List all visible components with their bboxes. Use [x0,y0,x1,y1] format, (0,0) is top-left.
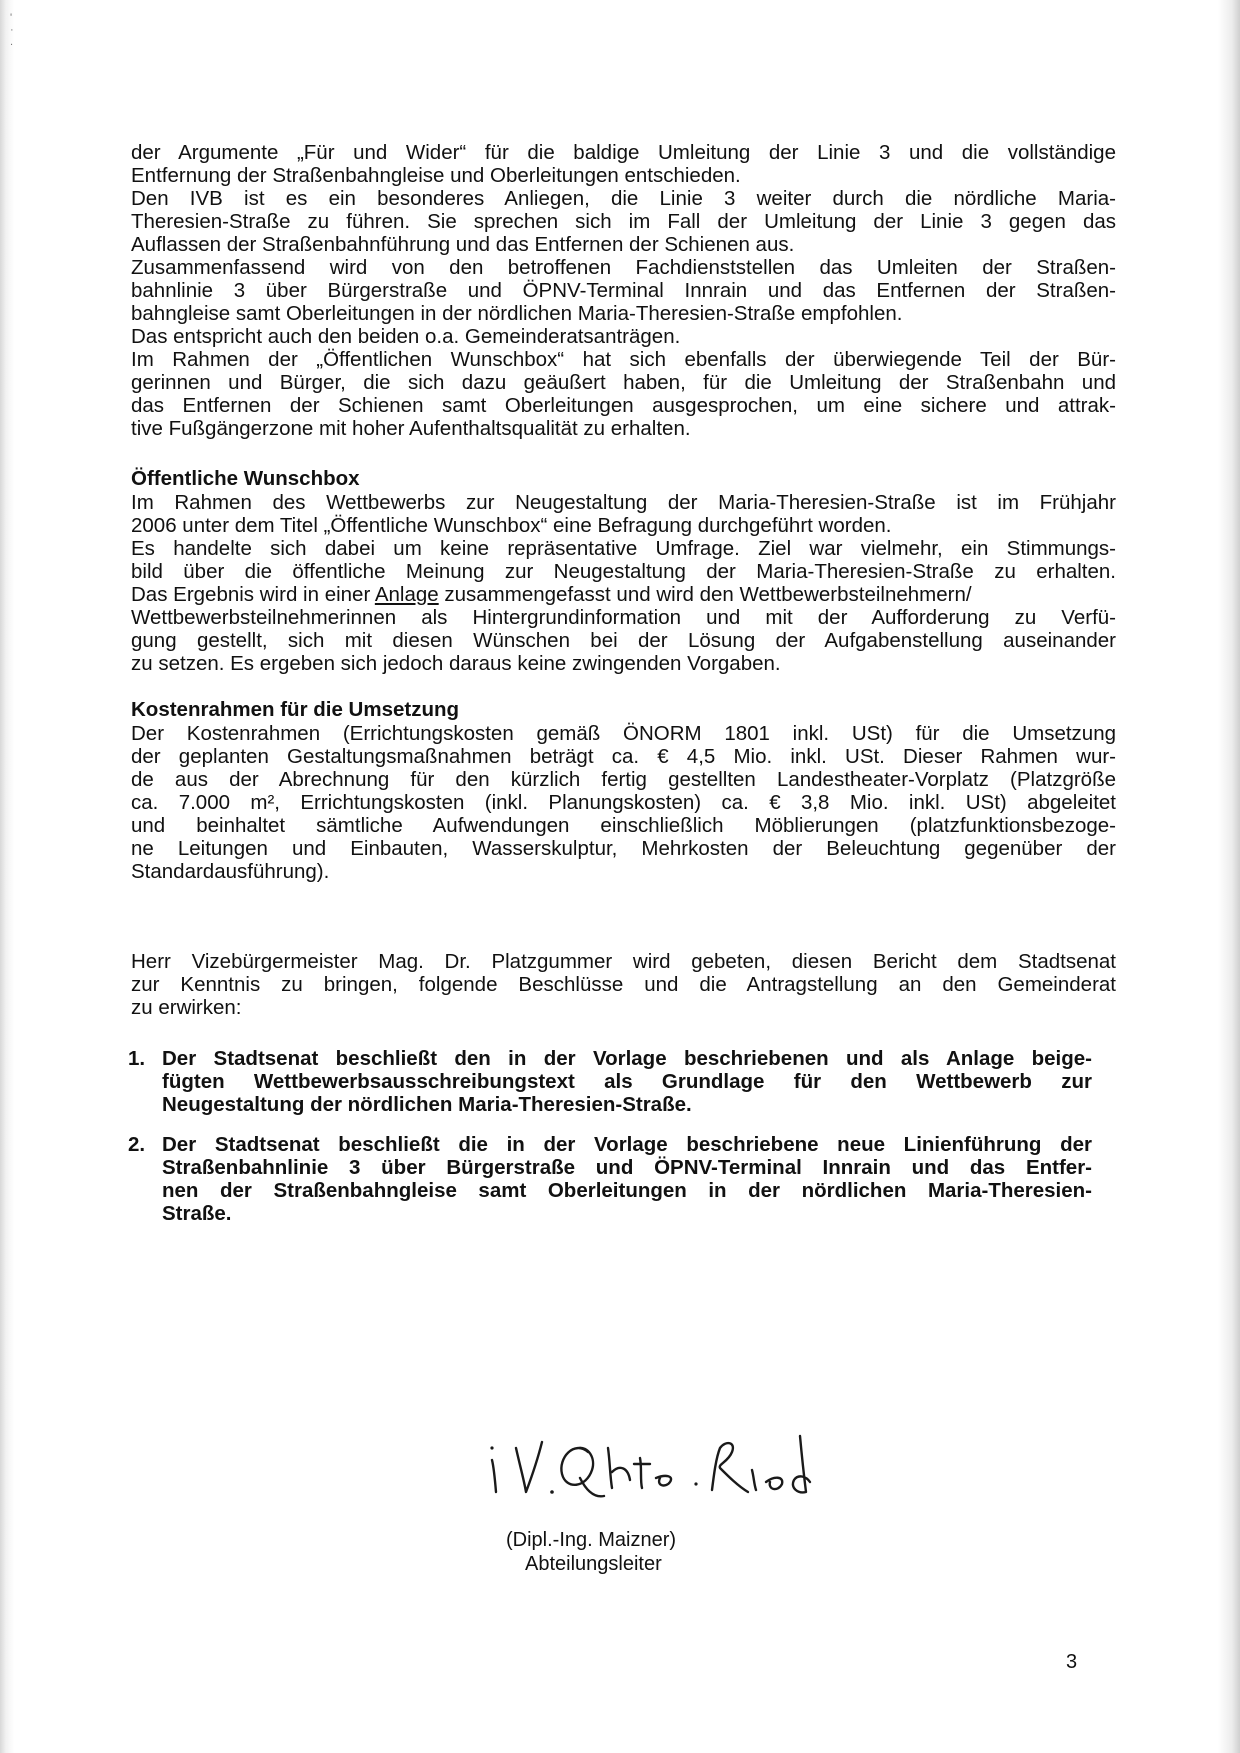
text-line: zu setzen. Es ergeben sich jedoch daraus keine zwingenden Vorgaben. [131,652,781,675]
signatory-name: (Dipl.-Ing. Maizner) [506,1529,677,1551]
text-line: ca. 7.000 m², Errichtungskosten (inkl. Planungskosten) ca. € 3,8 Mio. inkl. USt) abgeleitet [131,791,1116,814]
signatory-title: Abteilungsleiter [525,1553,662,1575]
text-line: und beinhaltet sämtliche Aufwendungen einschließlich Möblierungen (platzfunktionsbezoge- [131,814,1116,837]
text-line: Theresien-Straße zu führen. Sie sprechen sich im Fall der Umleitung der Linie 3 gegen das [131,210,1116,233]
text-line: bahngleise samt Oberleitungen in der nördlichen Maria-Theresien-Straße empfohlen. [131,302,903,325]
resolution-line: Straße. [162,1202,232,1225]
page-number: 3 [1066,1651,1078,1673]
text-line: zur Kenntnis zu bringen, folgende Beschlüsse und die Antragstellung an den Gemeinderat [131,973,1116,996]
scan-edge-right [1218,0,1240,1753]
resolution-line: Straßenbahnlinie 3 über Bürgerstraße und ÖPNV-Terminal Innrain und das Entfer- [162,1156,1092,1179]
text-fragment: Das Ergebnis wird in einer [131,583,375,606]
section-heading-kostenrahmen: Kostenrahmen für die Umsetzung [131,698,460,721]
text-line: Im Rahmen der „Öffentlichen Wunschbox“ hat sich ebenfalls der überwiegende Teil der Bür- [131,348,1116,371]
resolution-line: Der Stadtsenat beschließt den in der Vorlage beschriebenen und als Anlage beige- [162,1047,1092,1070]
handwritten-signature [470,1418,890,1528]
text-line: bild über die öffentliche Meinung zur Neugestaltung der Maria-Theresien-Straße zu erhalten. [131,560,1116,583]
text-line: Auflassen der Straßenbahnführung und das Entfernen der Schienen aus. [131,233,795,256]
text-line: das Entfernen der Schienen samt Oberleitungen ausgesprochen, um eine sichere und attrak- [131,394,1116,417]
text-line: gerinnen und Bürger, die sich dazu geäußert haben, für die Umleitung der Straßenbahn und [131,371,1116,394]
text-line: Entfernung der Straßenbahngleise und Oberleitungen entschieden. [131,164,741,187]
resolution-number: 2. [128,1133,146,1156]
text-line: Im Rahmen des Wettbewerbs zur Neugestaltung der Maria-Theresien-Straße ist im Frühjahr [131,491,1116,514]
text-line: der Argumente „Für und Wider“ für die baldige Umleitung der Linie 3 und die vollständige [131,141,1116,164]
text-line: Herr Vizebürgermeister Mag. Dr. Platzgummer wird gebeten, diesen Bericht dem Stadtsenat [131,950,1116,973]
text-line: tive Fußgängerzone mit hoher Aufenthaltsqualität zu erhalten. [131,417,691,440]
resolution-line: Der Stadtsenat beschließt die in der Vorlage beschriebene neue Linienführung der [162,1133,1092,1156]
text-line: Der Kostenrahmen (Errichtungskosten gemäß ÖNORM 1801 inkl. USt) für die Umsetzung [131,722,1116,745]
text-line: zu erwirken: [131,996,242,1019]
text-line: Es handelte sich dabei um keine repräsentative Umfrage. Ziel war vielmehr, ein Stimmungs- [131,537,1116,560]
scan-edge-left [0,0,14,1753]
anlage-link[interactable]: Anlage [374,583,439,606]
resolution-line: nen der Straßenbahngleise samt Oberleitungen in der nördlichen Maria-Theresien- [162,1179,1092,1202]
text-line: de aus der Abrechnung für den kürzlich fertig gestellten Landestheater-Vorplatz (Platzgröße [131,768,1116,791]
resolution-line: fügten Wettbewerbsausschreibungstext als Grundlage für den Wettbewerb zur [162,1070,1092,1093]
text-line: bahnlinie 3 über Bürgerstraße und ÖPNV-Terminal Innrain und das Entfernen der Straßen- [131,279,1116,302]
text-line: gung gestellt, sich mit diesen Wünschen bei der Lösung der Aufgabenstellung auseinander [131,629,1116,652]
text-line: Wettbewerbsteilnehmerinnen als Hintergrundinformation und mit der Aufforderung zu Verfü- [131,606,1116,629]
resolution-line: Neugestaltung der nördlichen Maria-Theresien-Straße. [162,1093,692,1116]
text-line: Den IVB ist es ein besonderes Anliegen, die Linie 3 weiter durch die nördliche Maria- [131,187,1116,210]
text-line: ne Leitungen und Einbauten, Wasserskulptur, Mehrkosten der Beleuchtung gegenüber der [131,837,1116,860]
text-line: 2006 unter dem Titel „Öffentliche Wunschbox“ eine Befragung durchgeführt worden. [131,514,892,537]
resolution-number: 1. [128,1047,146,1070]
text-line: Das entspricht auch den beiden o.a. Gemeinderatsanträgen. [131,325,681,348]
text-line-anlage [131,583,1116,606]
text-fragment: zusammengefasst und wird den Wettbewerbsteilnehmern/ [438,583,972,606]
text-line: Standardausführung). [131,860,330,883]
text-line: der geplanten Gestaltungsmaßnahmen beträgt ca. € 4,5 Mio. inkl. USt. Dieser Rahmen wur- [131,745,1116,768]
scan-corner-specks: ' · . [10,12,38,48]
section-heading-wunschbox: Öffentliche Wunschbox [131,467,360,490]
signature-block [470,1418,890,1575]
text-line: Zusammenfassend wird von den betroffenen Fachdienststellen das Umleiten der Straßen- [131,256,1116,279]
